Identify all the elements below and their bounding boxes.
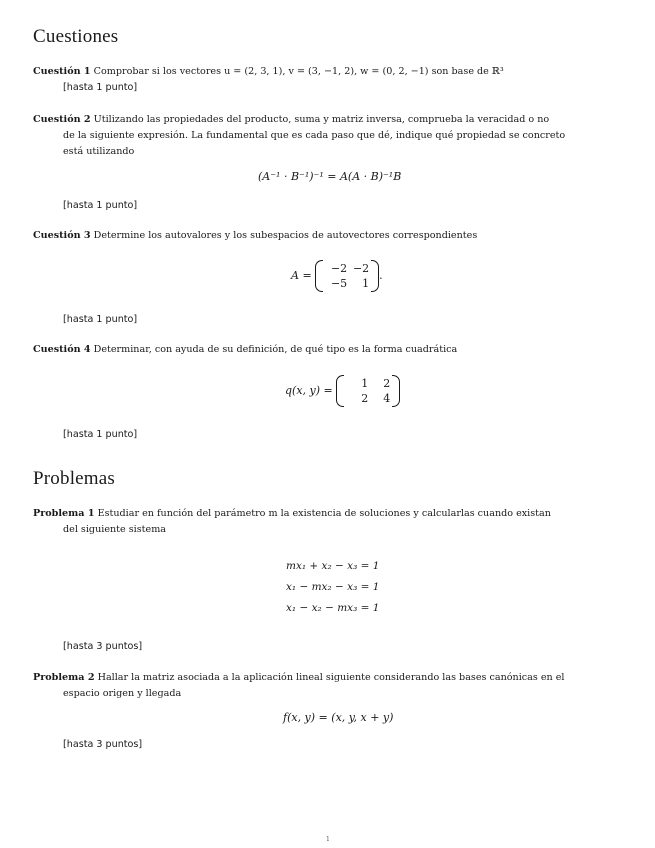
matrix-cell: 2 (383, 377, 391, 390)
question-3-matrix (315, 262, 379, 290)
question-3-text: Determine los autovalores y los subespacios de autovectores correspondientes (93, 230, 478, 241)
question-3 (33, 228, 625, 244)
equation-2: x₁ − mx₂ − x₃ = 1 (286, 581, 380, 593)
problem-2 (33, 670, 625, 702)
matrix-cell: −2 (352, 262, 370, 275)
problem-2-lead: Problema 2 (33, 672, 95, 683)
question-1-points: [hasta 1 punto] (63, 82, 138, 93)
question-2-text-3: está utilizando (63, 146, 135, 157)
section-title-cuestiones: Cuestiones (33, 26, 119, 47)
question-3-matrix-label: A = (291, 269, 312, 282)
question-2-formula: (A⁻¹ · B⁻¹)⁻¹ = A(A · B)⁻¹B (258, 170, 402, 183)
matrix-cell: 2 (361, 392, 369, 405)
problem-2-formula: f(x, y) = (x, y, x + y) (283, 711, 394, 724)
problem-2-text-1: Hallar la matriz asociada a la aplicación lineal siguiente considerando las bases canónicas en el (97, 672, 565, 683)
page-number: 1 (326, 836, 330, 843)
equation-3: x₁ − x₂ − mx₃ = 1 (286, 602, 380, 614)
question-1-lead: Cuestión 1 (33, 66, 91, 77)
question-4-formula-label: q(x, y) = (285, 384, 333, 397)
section-title-problemas: Problemas (33, 468, 116, 489)
question-2-lead: Cuestión 2 (33, 114, 91, 125)
matrix-cell: 4 (383, 392, 391, 405)
problem-1-text-1: Estudiar en función del parámetro m la existencia de soluciones y calcularlas cuando existan (97, 508, 551, 519)
question-2-points: [hasta 1 punto] (63, 200, 138, 211)
problem-1-points: [hasta 3 puntos] (63, 641, 143, 652)
problem-1-text-2: del siguiente sistema (63, 524, 167, 535)
question-2-text-1: Utilizando las propiedades del producto, suma y matriz inversa, comprueba la veracidad o no (93, 114, 550, 125)
matrix-cell: 1 (362, 277, 370, 290)
question-4 (33, 342, 625, 358)
question-2-text-2: de la siguiente expresión. La fundamental que es cada paso que dé, indique qué propiedad se concreto (63, 130, 566, 141)
problem-2-text-2: espacio origen y llegada (63, 688, 182, 699)
question-4-matrix (336, 377, 400, 405)
question-2 (33, 112, 625, 160)
question-3-lead: Cuestión 3 (33, 230, 91, 241)
matrix-cell: −2 (330, 262, 348, 275)
question-4-formula (285, 377, 400, 405)
matrix-cell: −5 (330, 277, 348, 290)
question-3-points: [hasta 1 punto] (63, 314, 138, 325)
question-4-text: Determinar, con ayuda de su definición, de qué tipo es la forma cuadrática (93, 344, 458, 355)
question-3-formula (291, 262, 383, 290)
problem-1-system (286, 560, 379, 623)
question-4-lead: Cuestión 4 (33, 344, 91, 355)
question-3-tail: . (379, 269, 383, 282)
question-1 (33, 64, 625, 80)
question-1-text: Comprobar si los vectores u = (2, 3, 1), v = (3, −1, 2), w = (0, 2, −1) son base de ℝ³ (93, 66, 504, 77)
problem-2-points: [hasta 3 puntos] (63, 739, 143, 750)
problem-1-lead: Problema 1 (33, 508, 95, 519)
question-4-points: [hasta 1 punto] (63, 429, 138, 440)
matrix-cell: 1 (361, 377, 369, 390)
problem-1 (33, 506, 625, 538)
equation-1: mx₁ + x₂ − x₃ = 1 (286, 560, 380, 572)
